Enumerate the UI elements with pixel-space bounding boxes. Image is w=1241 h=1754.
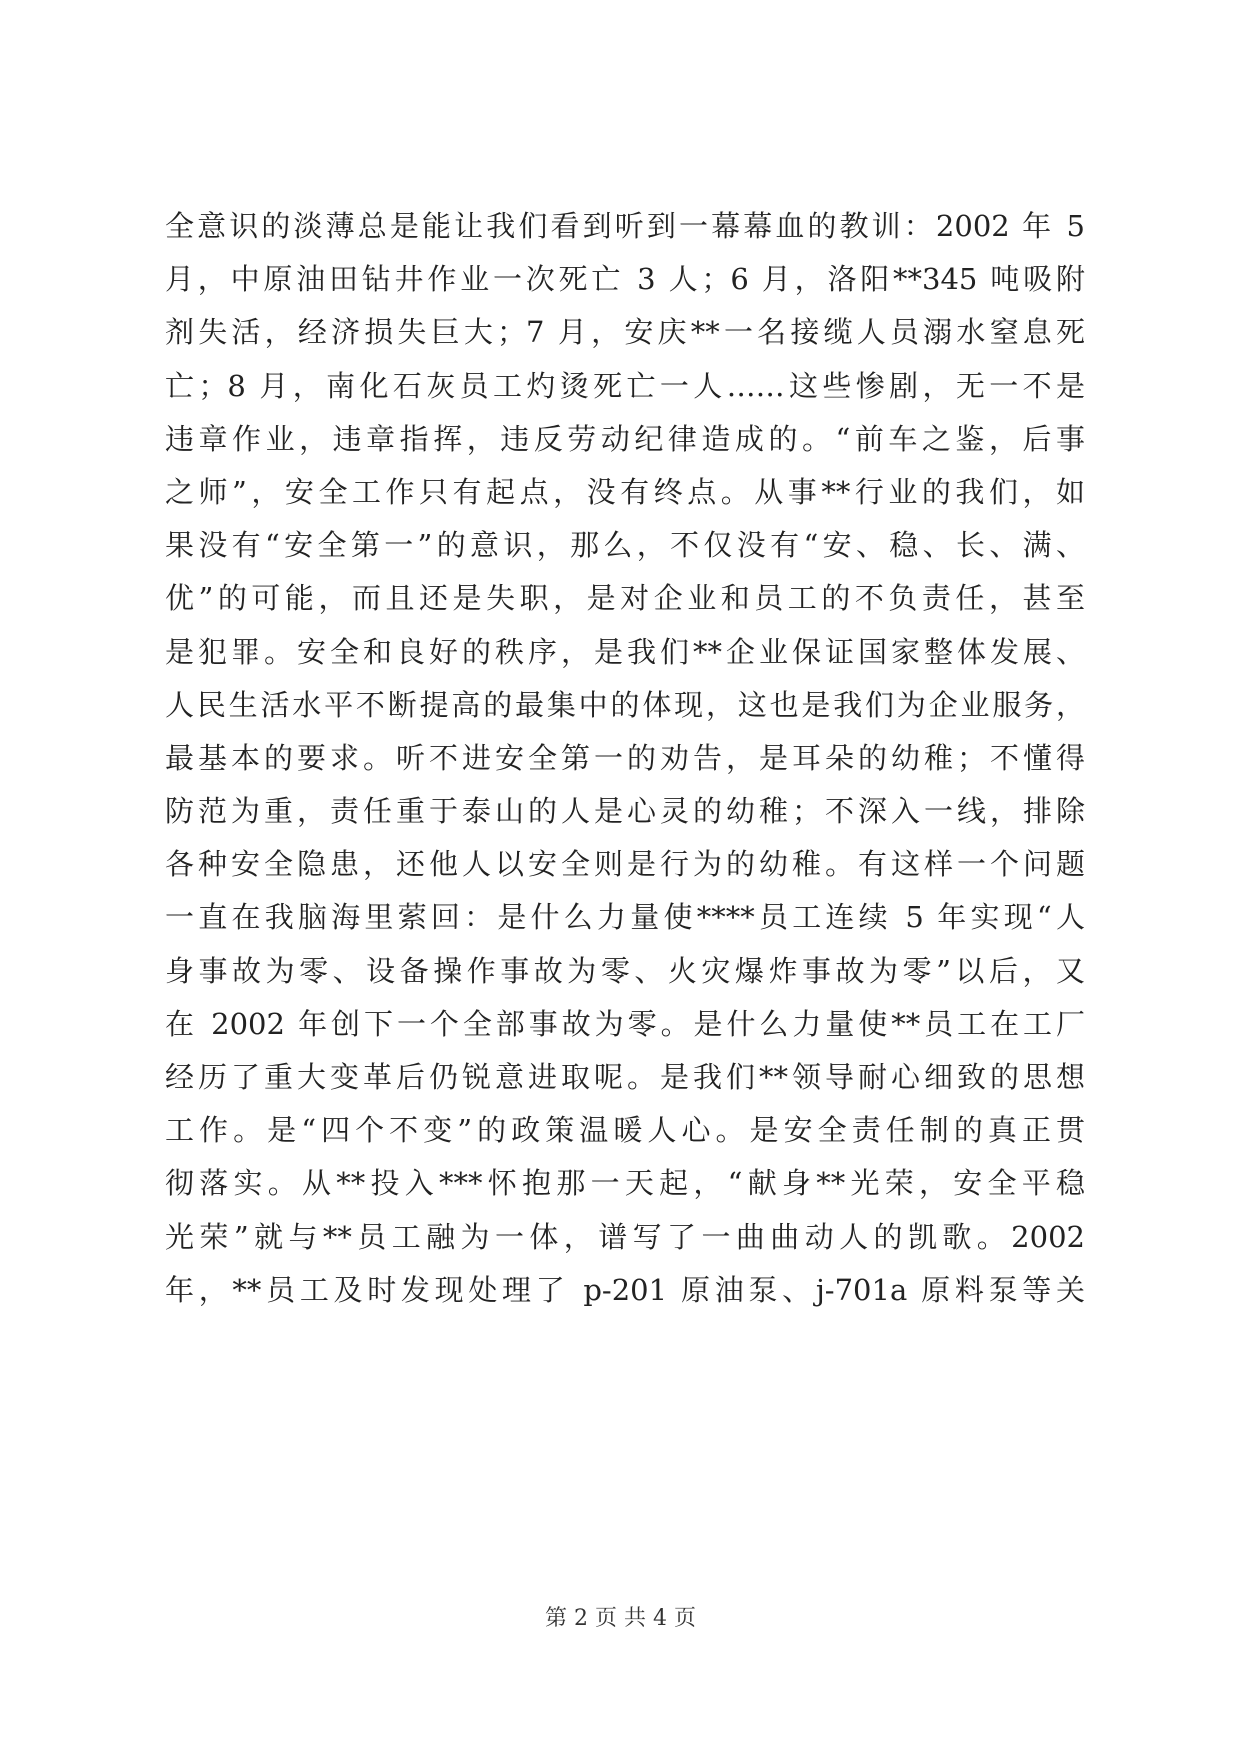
text-line: 最基本的要求。听不进安全第一的劝告，是耳朵的幼稚；不懂得 — [165, 740, 1085, 775]
text-line: 在 2002 年创下一个全部事故为零。是什么力量使**员工在工厂 — [165, 1006, 1085, 1041]
text-line: 之师”，安全工作只有起点，没有终点。从事**行业的我们，如 — [165, 474, 1085, 509]
text-line: 人民生活水平不断提高的最集中的体现，这也是我们为企业服务， — [165, 687, 1085, 722]
text-line: 全意识的淡薄总是能让我们看到听到一幕幕血的教训：2002 年 5 — [165, 209, 1085, 243]
text-line: 违章作业，违章指挥，违反劳动纪律造成的。“前车之鉴，后事 — [165, 421, 1085, 456]
text-line: 亡；8 月，南化石灰员工灼烫死亡一人……这些惨剧，无一不是 — [165, 368, 1085, 403]
text-line: 一直在我脑海里萦回：是什么力量使****员工连续 5 年实现“人 — [165, 900, 1085, 935]
text-line: 身事故为零、设备操作事故为零、火灾爆炸事故为零”以后，又 — [165, 953, 1085, 988]
text-line: 各种安全隐患，还他人以安全则是行为的幼稚。有这样一个问题 — [165, 847, 1085, 882]
text-line: 工作。是“四个不变”的政策温暖人心。是安全责任制的真正贯 — [165, 1113, 1085, 1148]
page-number-footer: 第 2 页 共 4 页 — [545, 1606, 696, 1631]
text-line: 彻落实。从**投入***怀抱那一天起，“献身**光荣，安全平稳 — [165, 1166, 1085, 1201]
text-line: 光荣”就与**员工融为一体，谱写了一曲曲动人的凯歌。2002 — [165, 1219, 1085, 1254]
text-line: 经历了重大变革后仍锐意进取呢。是我们**领导耐心细致的思想 — [165, 1060, 1085, 1094]
text-line: 剂失活，经济损失巨大；7 月，安庆**一名接缆人员溺水窒息死 — [165, 315, 1085, 350]
text-line: 防范为重，责任重于泰山的人是心灵的幼稚；不深入一线，排除 — [165, 794, 1085, 829]
text-line: 果没有“安全第一”的意识，那么，不仅没有“安、稳、长、满、 — [165, 528, 1085, 563]
text-line: 年，**员工及时发现处理了 p-201 原油泵、j-701a 原料泵等关 — [165, 1272, 1085, 1307]
text-line: 月，中原油田钻井作业一次死亡 3 人；6 月，洛阳**345 吨吸附 — [165, 262, 1085, 297]
body-text — [165, 200, 1085, 1317]
text-line: 是犯罪。安全和良好的秩序，是我们**企业保证国家整体发展、 — [165, 634, 1085, 669]
text-line: 优”的可能，而且还是失职，是对企业和员工的不负责任，甚至 — [165, 581, 1085, 616]
